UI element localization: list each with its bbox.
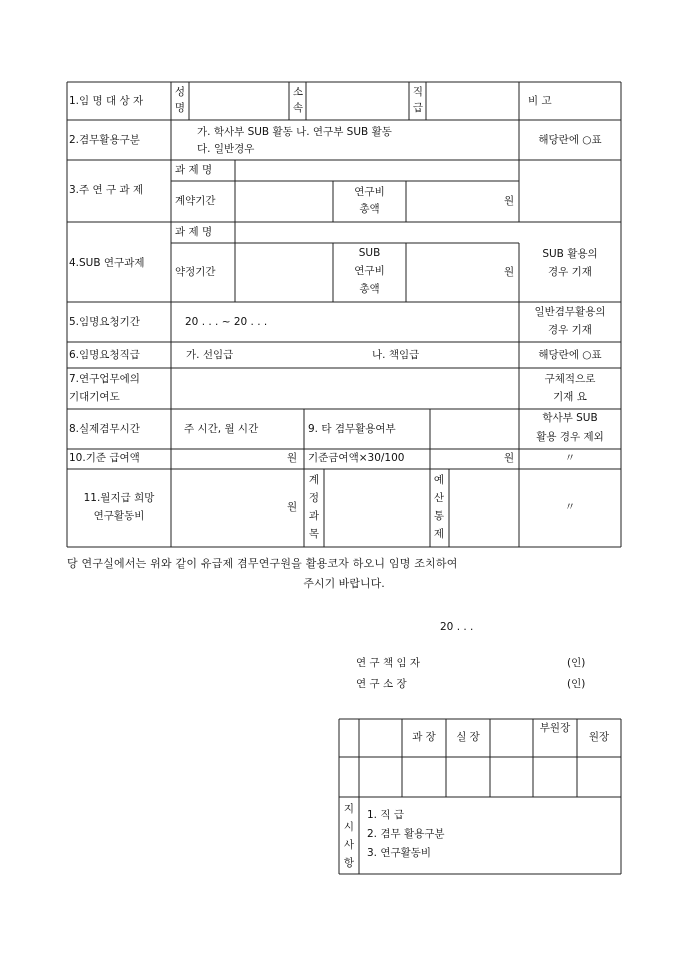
rank-label-1: 직 — [412, 86, 424, 98]
approval-header-vice-president: 부원장 — [539, 722, 571, 734]
directive-item-2: 2. 겸무 활용구분 — [367, 828, 445, 840]
name-label-1: 성 — [174, 86, 186, 98]
name-label-2: 명 — [174, 102, 186, 114]
actual-hours-field[interactable]: 주 시간, 월 시간 — [184, 423, 259, 435]
rank-option-senior[interactable]: 가. 선임급 — [186, 349, 234, 361]
dept-label-2: 속 — [292, 102, 304, 114]
r4-title-field[interactable] — [236, 223, 518, 242]
row2-label: 2.겸무활용구분 — [69, 134, 140, 146]
statement-line-2: 주시기 바랍니다. — [303, 577, 385, 590]
row5-label: 5.임명요청기간 — [69, 316, 140, 328]
row10-label: 10.기준 급여액 — [69, 452, 140, 464]
rank-option-principal[interactable]: 나. 책임급 — [372, 349, 420, 361]
expected-contribution-field[interactable] — [172, 369, 518, 408]
row4-label: 4.SUB 연구과제 — [69, 257, 145, 269]
r10-formula: 기준금여액×30/100 — [308, 452, 405, 464]
r4-budget-label-2: 연구비 — [354, 265, 385, 277]
r3-budget-label-1: 연구비 — [354, 186, 385, 198]
r5-note-1: 일반겸무활용의 — [534, 306, 606, 318]
r4-note-2: 경우 기재 — [548, 266, 592, 278]
row1-label: 1.임 명 대 상 자 — [69, 95, 144, 107]
approval-header-office-head: 실 장 — [456, 731, 480, 743]
directive-label-4: 항 — [343, 857, 355, 869]
row6-label: 6.임명요청직급 — [69, 349, 140, 361]
directive-item-3: 3. 연구활동비 — [367, 847, 432, 859]
r8-note-2: 활용 경우 제외 — [536, 431, 604, 443]
dept-field[interactable] — [307, 83, 408, 119]
budget-label-1: 예 — [433, 474, 445, 486]
dept-label-1: 소 — [292, 86, 304, 98]
acct-label-1: 계 — [308, 474, 320, 486]
budget-label-4: 제 — [433, 528, 445, 540]
r3-won-unit: 원 — [504, 195, 515, 207]
signature-role-director: 연 구 소 장 — [356, 678, 407, 690]
r4-period-field[interactable] — [236, 244, 332, 301]
signature-role-pi: 연 구 책 임 자 — [356, 657, 421, 669]
signature-seal-director[interactable]: (인) — [567, 678, 586, 690]
signature-seal-pi[interactable]: (인) — [567, 657, 586, 669]
directive-item-1: 1. 직 급 — [367, 809, 404, 821]
row7-label-1: 7.연구업무에의 — [69, 373, 140, 385]
directive-label-1: 지 — [343, 803, 355, 815]
row7-label-2: 기대기여도 — [69, 391, 120, 403]
remark-header: 비 고 — [528, 95, 552, 107]
r7-note-2: 기재 요 — [553, 391, 587, 403]
r4-title-label: 과 제 명 — [175, 226, 213, 238]
r10-won-1: 원 — [287, 452, 298, 464]
r4-budget-label-3: 총액 — [359, 283, 380, 295]
r10-ditto-mark: 〃 — [564, 452, 576, 464]
r3-budget-label-2: 총액 — [359, 203, 380, 215]
name-field[interactable] — [190, 83, 288, 119]
other-usage-field[interactable] — [431, 410, 518, 448]
activity-options-line2[interactable]: 다. 일반경우 — [197, 143, 255, 155]
request-period-field[interactable]: 20 . . . ~ 20 . . . — [185, 316, 268, 328]
r4-budget-label-1: SUB — [358, 247, 381, 259]
submission-date: 20 . . . — [440, 621, 474, 633]
r10-won-2: 원 — [504, 452, 515, 464]
acct-label-4: 목 — [308, 528, 320, 540]
r4-period-label: 약정기간 — [175, 266, 216, 278]
r11-ditto-mark: 〃 — [564, 501, 576, 513]
directive-label-3: 사 — [343, 839, 355, 851]
r7-note-1: 구체적으로 — [544, 373, 596, 385]
row8-label: 8.실제겸무시간 — [69, 423, 140, 435]
r5-note-2: 경우 기재 — [548, 324, 592, 336]
budget-label-3: 통 — [433, 510, 445, 522]
row11-label-1: 11.월지급 희망 — [83, 492, 155, 504]
directive-label-2: 시 — [343, 821, 355, 833]
r4-note-1: SUB 활용의 — [542, 248, 598, 260]
activity-options-line1[interactable]: 가. 학사부 SUB 활동 나. 연구부 SUB 활동 — [197, 126, 392, 138]
r3-title-label: 과 제 명 — [175, 164, 213, 176]
row9-label: 9. 타 겸무활용여부 — [308, 423, 396, 435]
r8-note-1: 학사부 SUB — [542, 412, 598, 424]
account-field[interactable] — [325, 470, 429, 546]
approval-header-section-chief: 과 장 — [412, 731, 436, 743]
row3-label: 3.주 연 구 과 제 — [69, 184, 144, 196]
r3-title-field[interactable] — [236, 161, 518, 180]
row6-note: 해당란에 ○표 — [538, 349, 602, 361]
rank-label-2: 급 — [412, 102, 424, 114]
row2-note: 해당란에 ○표 — [538, 134, 602, 146]
r3-period-field[interactable] — [236, 182, 332, 221]
approval-stamp-row[interactable] — [340, 758, 620, 796]
budget-control-field[interactable] — [450, 470, 518, 546]
rank-field[interactable] — [427, 83, 518, 119]
statement-line-1: 당 연구실에서는 위와 같이 유급제 겸무연구원을 활용코자 하오니 임명 조치하여 — [67, 557, 458, 570]
r3-period-label: 계약기간 — [175, 195, 216, 207]
r11-won: 원 — [287, 501, 298, 513]
row11-label-2: 연구활동비 — [93, 510, 145, 522]
r4-won-unit: 원 — [504, 266, 515, 278]
acct-label-3: 과 — [308, 510, 320, 522]
budget-label-2: 산 — [433, 492, 445, 504]
acct-label-2: 정 — [308, 492, 320, 504]
approval-header-president: 원장 — [588, 731, 610, 743]
